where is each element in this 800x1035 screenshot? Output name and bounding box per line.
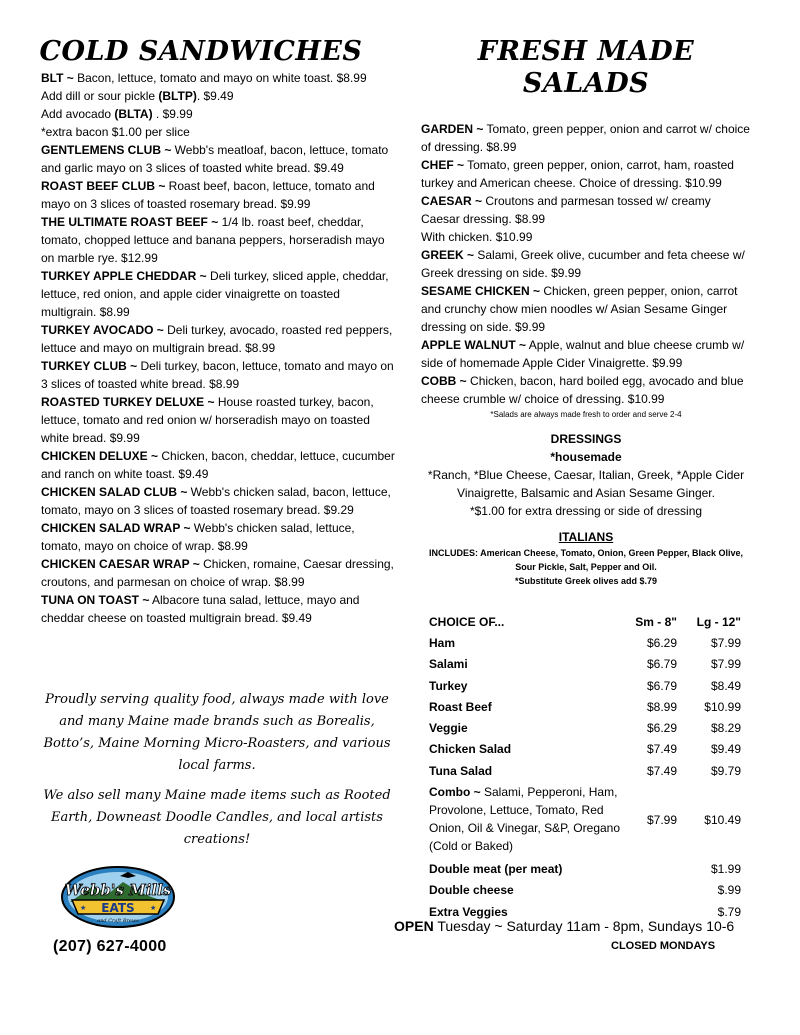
table-row: Tuna Salad $7.49 $9.79 bbox=[429, 763, 741, 778]
salads-note: *Salads are always made fresh to order and serve 2-4 bbox=[490, 410, 682, 419]
open-hours: OPEN Tuesday ~ Saturday 11am - 8pm, Sundays 10-6 bbox=[394, 918, 735, 934]
menu-item: GENTLEMENS CLUB ~ Webb's meatloaf, bacon, lettuce, tomato and garlic mayo on 3 slices of toasted white bread. $9.49 bbox=[41, 143, 389, 175]
table-row: Ham $6.29 $7.99 bbox=[429, 635, 741, 650]
logo-name-text: Webb's Mills bbox=[64, 881, 172, 899]
promo-text bbox=[42, 689, 392, 859]
italians-section bbox=[421, 528, 751, 588]
dressings-extra: *$1.00 for extra dressing or side of dressing bbox=[469, 504, 703, 518]
table-row: Veggie $6.29 $8.29 bbox=[429, 721, 741, 736]
italian-price-table bbox=[429, 611, 741, 922]
table-row: Roast Beef $8.99 $10.99 bbox=[429, 699, 741, 714]
salads-list bbox=[421, 120, 751, 408]
menu-item: CHICKEN SALAD CLUB ~ Webb's chicken salad, bacon, lettuce, tomato, mayo on 3 slices of toasted rosemary bread. $9.29 bbox=[41, 485, 391, 517]
menu-item: TUNA ON TOAST ~ Albacore tuna salad, lettuce, mayo and cheddar cheese on toasted multigrain bread. $9.49 bbox=[41, 593, 360, 625]
salads-title: FRESH MADE SALADS bbox=[477, 36, 695, 99]
closed-days: CLOSED MONDAYS bbox=[611, 940, 716, 952]
menu-item: CHICKEN SALAD WRAP ~ Webb's chicken salad, lettuce, tomato, mayo on choice of wrap. $8.99 bbox=[41, 521, 355, 553]
menu-item: COBB ~ Chicken, bacon, hard boiled egg, avocado and blue cheese crumble w/ choice of dressing. $10.99 bbox=[421, 374, 744, 406]
logo-sub-text: and Craft Brews bbox=[97, 918, 139, 924]
promo-paragraph: We also sell many Maine made items such as Rooted Earth, Downeast Doodle Candles, and local artists creations! bbox=[43, 788, 391, 847]
menu-item: GARDEN ~ Tomato, green pepper, onion and carrot w/ choice of dressing. $8.99 bbox=[421, 122, 750, 154]
cold-sandwiches-title: COLD SANDWICHES bbox=[39, 36, 363, 67]
table-row: Turkey $6.79 $8.49 bbox=[429, 678, 741, 693]
promo-paragraph: Proudly serving quality food, always made with love and many Maine made brands such as Borealis, Botto’s, Maine Morning Micro-Roasters, and various local farms. bbox=[43, 692, 391, 773]
menu-item: TURKEY APPLE CHEDDAR ~ Deli turkey, sliced apple, cheddar, lettuce, red onion, and apple cider vinaigrette on toasted multigrain. $8.99 bbox=[41, 269, 389, 319]
table-row: Double cheese $.99 bbox=[429, 883, 741, 898]
phone-number: (207) 627-4000 bbox=[53, 938, 167, 955]
menu-item: CHEF ~ Tomato, green pepper, onion, carrot, ham, roasted turkey and American cheese. Choice of dressing. $10.99 bbox=[421, 158, 734, 190]
dressings-list: *Ranch, *Blue Cheese, Caesar, Italian, Greek, *Apple Cider Vinaigrette, Balsamic and Asian Sesame Ginger. bbox=[427, 468, 745, 500]
menu-item: APPLE WALNUT ~ Apple, walnut and blue cheese crumb w/ side of homemade Apple Cider Vinaigrette. $9.99 bbox=[421, 338, 745, 370]
menu-item: TURKEY CLUB ~ Deli turkey, bacon, lettuce, tomato and mayo on 3 slices of toasted white bread. $8.99 bbox=[41, 359, 394, 391]
menu-item: SESAME CHICKEN ~ Chicken, green pepper, onion, carrot and crunchy chow mien noodles w/ Asian Sesame Ginger dressing on side. $9.99 bbox=[421, 284, 738, 334]
italians-substitute: *Substitute Greek olives add $.79 bbox=[514, 576, 658, 586]
webbs-mills-logo bbox=[58, 864, 178, 930]
dressings-section bbox=[421, 430, 751, 520]
table-row-combo: Combo ~ Salami, Pepperoni, Ham, Provolone, Lettuce, Tomato, Red Onion, Oil & Vinegar, S&P, Oregano (Cold or Baked) $7.99 $10.49 bbox=[429, 785, 741, 854]
menu-item: TURKEY AVOCADO ~ Deli turkey, avocado, roasted red peppers, lettuce and mayo on multigrain bread. $8.99 bbox=[41, 323, 393, 355]
italians-title: ITALIANS bbox=[558, 530, 614, 544]
menu-item: ROASTED TURKEY DELUXE ~ House roasted turkey, bacon, lettuce, tomato and red onion w/ horseradish mayo on toasted white bread. $9.99 bbox=[41, 395, 374, 445]
menu-item: CHICKEN CAESAR WRAP ~ Chicken, romaine, Caesar dressing, croutons, and parmesan on choice of wrap. $8.99 bbox=[41, 557, 394, 589]
menu-item: CHICKEN DELUXE ~ Chicken, bacon, cheddar, lettuce, cucumber and ranch on white toast. $9.49 bbox=[41, 449, 395, 481]
italians-includes: INCLUDES: American Cheese, Tomato, Onion, Green Pepper, Black Olive, Sour Pickle, Salt, Pepper and Oil. bbox=[428, 548, 744, 572]
menu-item: Add dill or sour pickle (BLTP). $9.49 bbox=[41, 89, 234, 103]
menu-item: Add avocado (BLTA) . $9.99 bbox=[41, 107, 193, 121]
star-icon: ★ bbox=[150, 905, 157, 912]
menu-item: CAESAR ~ Croutons and parmesan tossed w/ creamy Caesar dressing. $8.99 bbox=[421, 194, 711, 226]
menu-item: BLT ~ Bacon, lettuce, tomato and mayo on white toast. $8.99 bbox=[41, 71, 367, 85]
menu-item: *extra bacon $1.00 per slice bbox=[41, 125, 190, 139]
table-row: Chicken Salad $7.49 $9.49 bbox=[429, 742, 741, 757]
menu-item: With chicken. $10.99 bbox=[421, 230, 533, 244]
cold-sandwiches-list bbox=[41, 69, 396, 627]
star-icon: ★ bbox=[80, 905, 87, 912]
dressings-title: DRESSINGS bbox=[550, 432, 622, 446]
menu-item: ROAST BEEF CLUB ~ Roast beef, bacon, lettuce, tomato and mayo on 3 slices of toasted rosemary bread. $9.99 bbox=[41, 179, 375, 211]
table-row: Double meat (per meat) $1.99 bbox=[429, 862, 741, 877]
table-header: CHOICE OF... Sm - 8" Lg - 12" bbox=[429, 614, 741, 629]
table-row: Salami $6.79 $7.99 bbox=[429, 657, 741, 672]
menu-item: GREEK ~ Salami, Greek olive, cucumber and feta cheese w/ Greek dressing on side. $9.99 bbox=[421, 248, 745, 280]
table-row: Extra Veggies $.79 bbox=[429, 904, 741, 919]
cold-sandwiches-section bbox=[41, 36, 396, 627]
logo-eats-text: EATS bbox=[101, 901, 135, 915]
dressings-subtitle: *housemade bbox=[550, 450, 622, 464]
menu-item: THE ULTIMATE ROAST BEEF ~ 1/4 lb. roast beef, cheddar, tomato, chopped lettuce and banana peppers, horseradish mayo on marble rye. $12.99 bbox=[41, 215, 385, 265]
salads-section bbox=[421, 36, 751, 588]
